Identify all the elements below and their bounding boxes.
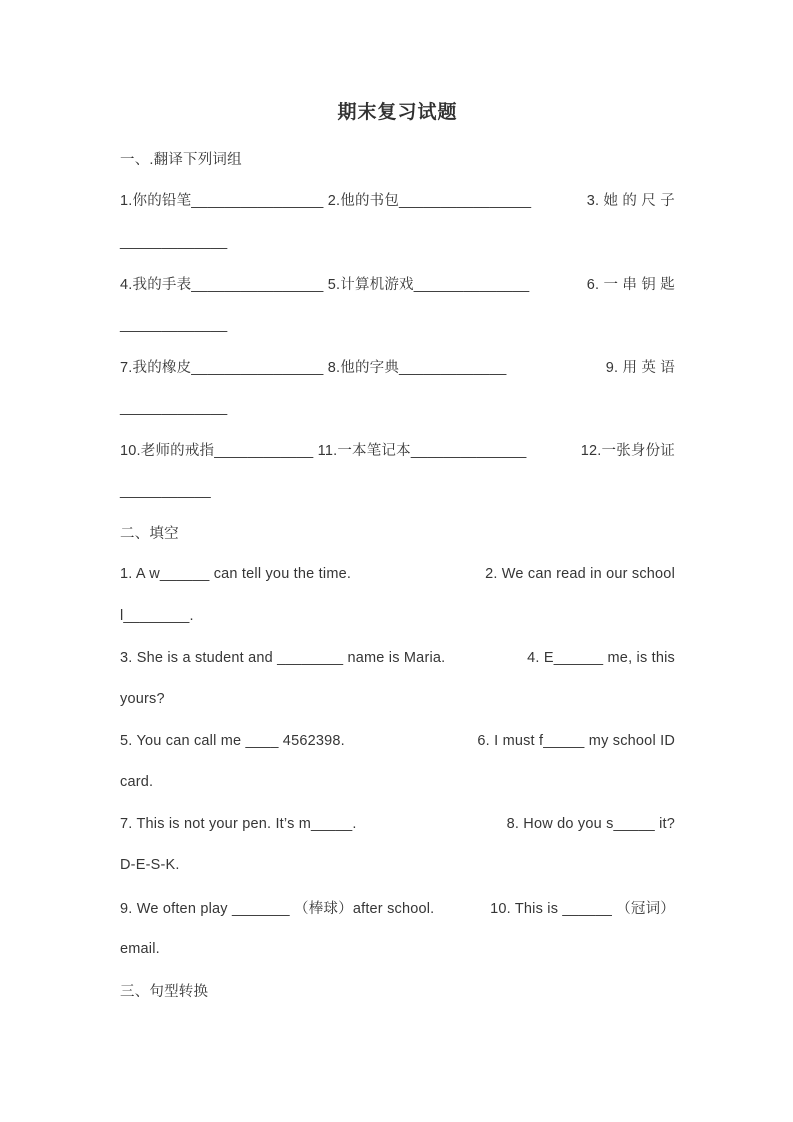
fill-line-3-right: 6. I must f_____ my school ID bbox=[477, 732, 675, 749]
phrase-row-1-right: 3. 她 的 尺 子 bbox=[586, 193, 675, 210]
fill-line-4-cont bbox=[120, 845, 675, 887]
fill-line-5-right: 10. This is ______ （冠词） bbox=[490, 900, 675, 917]
phrase-row-3-left: 7.我的橡皮________________ 8.他的字典_____________ bbox=[120, 359, 507, 376]
phrase-row-4-right: 12.一张身份证 bbox=[580, 443, 675, 460]
phrase-row-3-blank bbox=[120, 387, 675, 429]
phrase-row-1-left: 1.你的铅笔________________ 2.他的书包________________ bbox=[120, 193, 532, 210]
fill-line-1-left: 1. A w______ can tell you the time. bbox=[120, 566, 352, 583]
fill-line-4-right: 8. How do you s_____ it? bbox=[506, 815, 675, 832]
continuation-text: D-E-S-K. bbox=[120, 857, 180, 874]
phrase-row-3 bbox=[120, 346, 675, 388]
fill-line-3-cont bbox=[120, 762, 675, 804]
fill-line-3 bbox=[120, 720, 675, 762]
fill-line-2-left: 3. She is a student and ________ name is Maria. bbox=[120, 649, 446, 666]
blank-underline: _____________ bbox=[120, 399, 228, 416]
phrase-row-2-right: 6. 一 串 钥 匙 bbox=[586, 276, 675, 293]
fill-line-4-left: 7. This is not your pen. It’s m_____. bbox=[120, 815, 357, 832]
continuation-text: email. bbox=[120, 940, 160, 957]
section3-header: 三、句型转换 bbox=[120, 983, 209, 1000]
fill-line-5 bbox=[120, 886, 675, 928]
phrase-row-3-right: 9. 用 英 语 bbox=[605, 359, 675, 376]
continuation-text: yours? bbox=[120, 691, 165, 708]
fill-line-4 bbox=[120, 803, 675, 845]
phrase-row-4-blank bbox=[120, 470, 675, 512]
fill-line-5-left: 9. We often play _______ （棒球）after school. bbox=[120, 900, 435, 917]
section1-header: 一、.翻译下列词组 bbox=[120, 151, 242, 168]
phrase-row-4-left: 10.老师的戒指____________ 11.一本笔记本______________ bbox=[120, 443, 527, 460]
continuation-text: l________. bbox=[120, 607, 194, 624]
phrase-row-1 bbox=[120, 179, 675, 221]
page-title: 期末复习试题 bbox=[337, 102, 458, 124]
fill-line-2 bbox=[120, 637, 675, 679]
fill-line-3-left: 5. You can call me ____ 4562398. bbox=[120, 732, 345, 749]
fill-line-1-right: 2. We can read in our school bbox=[485, 566, 675, 583]
fill-line-5-cont bbox=[120, 928, 675, 970]
fill-line-2-cont bbox=[120, 678, 675, 720]
blank-underline: ___________ bbox=[120, 483, 211, 500]
phrase-row-2-left: 4.我的手表________________ 5.计算机游戏______________ bbox=[120, 276, 530, 293]
section2-header: 二、填空 bbox=[120, 526, 179, 543]
fill-line-1-cont bbox=[120, 595, 675, 637]
fill-line-2-right: 4. E______ me, is this bbox=[527, 649, 675, 666]
phrase-row-2 bbox=[120, 262, 675, 304]
blank-underline: _____________ bbox=[120, 233, 228, 250]
fill-line-1 bbox=[120, 554, 675, 596]
continuation-text: card. bbox=[120, 774, 154, 791]
blank-underline: _____________ bbox=[120, 316, 228, 333]
phrase-row-4 bbox=[120, 429, 675, 471]
phrase-row-2-blank bbox=[120, 304, 675, 346]
phrase-row-1-blank bbox=[120, 221, 675, 263]
